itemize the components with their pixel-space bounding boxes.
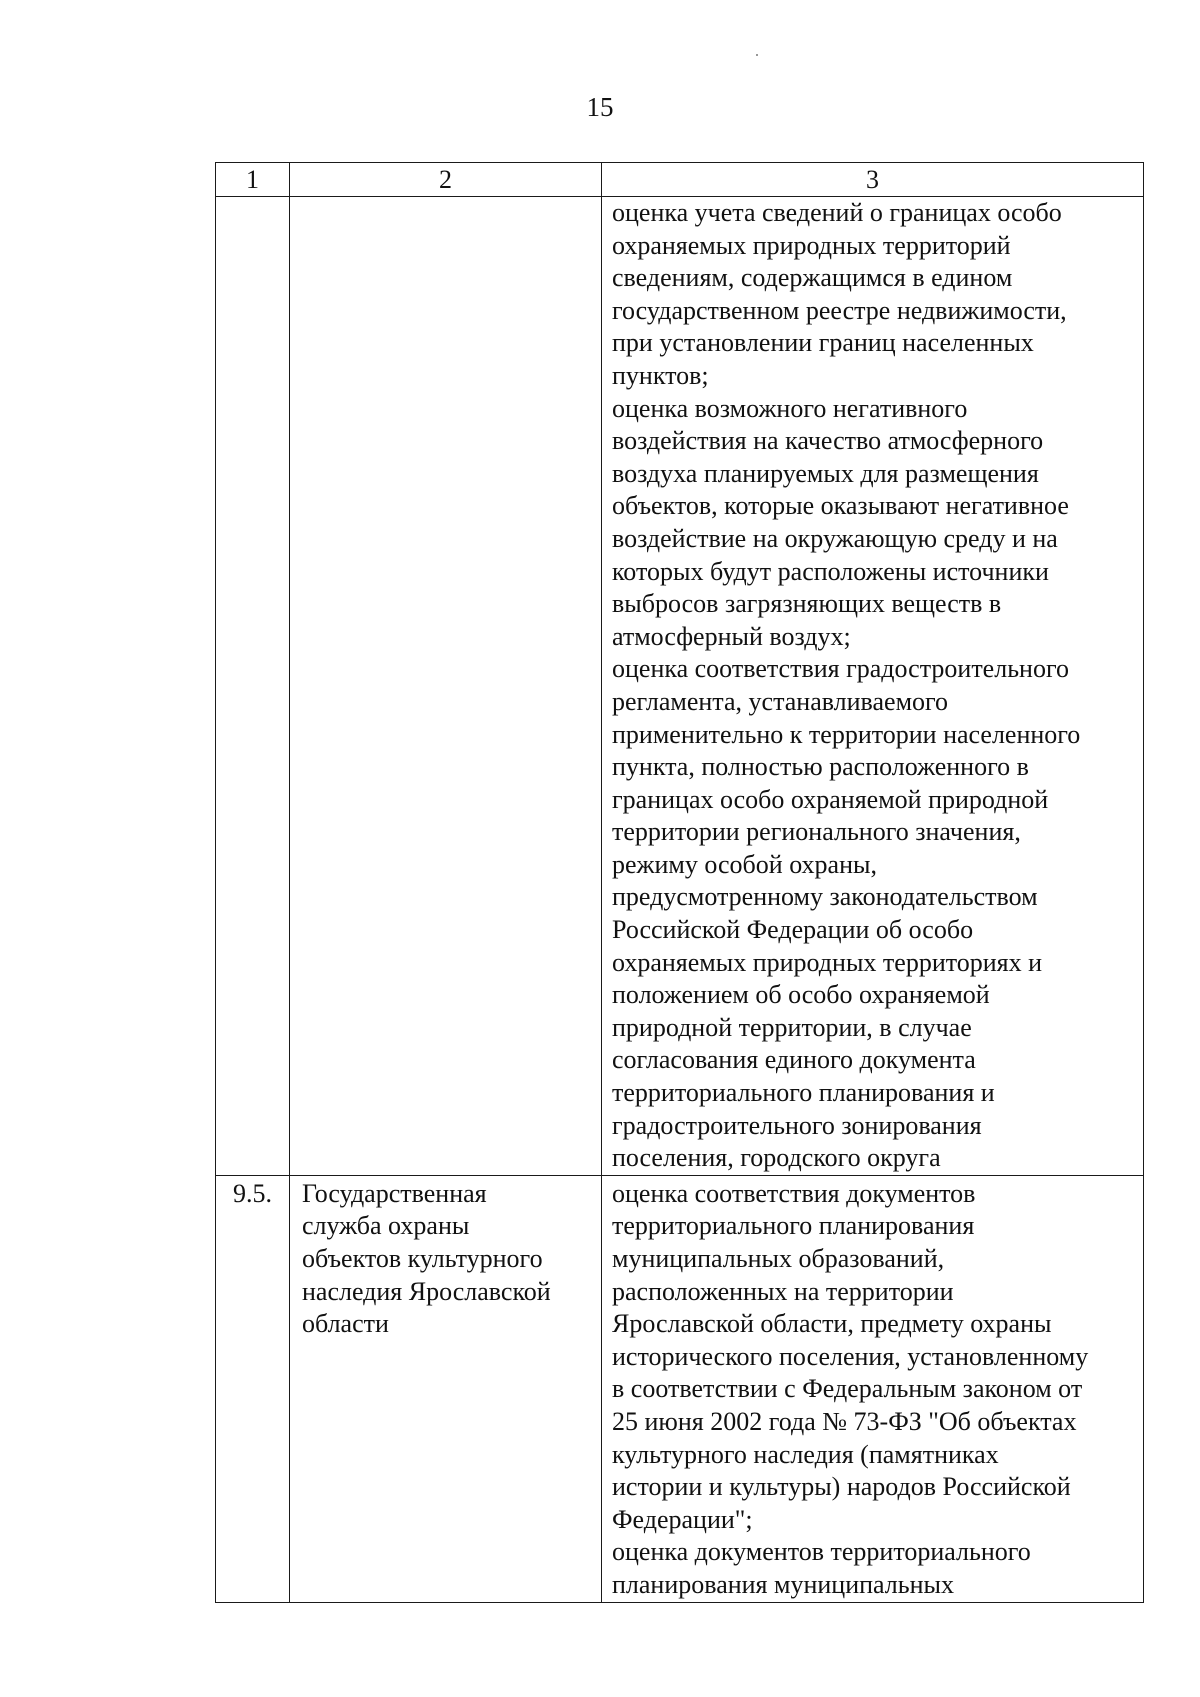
- description-line: природной территории, в случае: [612, 1012, 972, 1042]
- row-number-cell: [216, 197, 290, 1176]
- description-line: государственном реестре недвижимости,: [612, 295, 1067, 325]
- description-line: применительно к территории населенного: [612, 719, 1081, 749]
- description-line: градостроительного зонирования: [612, 1110, 982, 1140]
- description-line: оценка документов территориального: [612, 1537, 1031, 1567]
- column-header-2: 2: [290, 163, 602, 197]
- row-number: 9.5.: [233, 1178, 272, 1208]
- description-line: исторического поселения, установленному: [612, 1341, 1089, 1371]
- description-line: охраняемых природных территориях и: [612, 947, 1043, 977]
- table-row: [216, 197, 1144, 1176]
- column-header-3: 3: [602, 163, 1144, 197]
- organization-line: объектов культурного: [302, 1244, 543, 1273]
- description-line: охраняемых природных территорий: [612, 230, 1011, 260]
- description-line: Ярославской области, предмету охраны: [612, 1309, 1052, 1339]
- description-cell: [602, 1175, 1144, 1602]
- organization-line: наследия Ярославской: [302, 1276, 551, 1306]
- description-line: 25 июня 2002 года № 73-ФЗ "Об объектах: [612, 1406, 1077, 1436]
- table-row: [216, 1175, 1144, 1602]
- description-line: оценка соответствия градостроительного: [612, 654, 1069, 684]
- description-line: положением об особо охраняемой: [612, 980, 990, 1010]
- description-line: в соответствии с Федеральным законом от: [612, 1374, 1083, 1404]
- description-line: пункта, полностью расположенного в: [612, 752, 1029, 782]
- organization-cell: [290, 197, 602, 1176]
- description-line: оценка возможного негативного: [612, 393, 968, 423]
- description-line: муниципальных образований,: [612, 1244, 945, 1273]
- description-line: планирования муниципальных: [612, 1569, 955, 1599]
- description-line: согласования единого документа: [612, 1045, 976, 1075]
- organization-line: служба охраны: [302, 1211, 470, 1241]
- description-line: воздействия на качество атмосферного: [612, 426, 1044, 456]
- description-line: сведениям, содержащимся в едином: [612, 263, 1013, 293]
- document-table: [215, 162, 1144, 1603]
- column-header-1: 1: [216, 163, 290, 197]
- organization-cell: [290, 1175, 602, 1602]
- organization-line: области: [302, 1309, 389, 1339]
- description-line: территории регионального значения,: [612, 817, 1021, 847]
- table-header-row: [216, 163, 1144, 197]
- description-line: оценка учета сведений о границах особо: [612, 198, 1062, 227]
- description-line: атмосферный воздух;: [612, 621, 851, 651]
- description-line: объектов, которые оказывают негативное: [612, 491, 1069, 521]
- description-line: воздействие на окружающую среду и на: [612, 523, 1058, 553]
- description-line: выбросов загрязняющих веществ в: [612, 589, 1002, 619]
- description-line: регламента, устанавливаемого: [612, 686, 949, 716]
- organization-line: Государственная: [302, 1178, 487, 1208]
- row-number-cell: [216, 1175, 290, 1602]
- description-line: которых будут расположены источники: [612, 556, 1049, 586]
- description-line: воздуха планируемых для размещения: [612, 458, 1039, 488]
- description-line: культурного наследия (памятниках: [612, 1439, 999, 1469]
- description-line: предусмотренному законодательством: [612, 882, 1038, 912]
- description-line: режиму особой охраны,: [612, 849, 877, 879]
- description-line: поселения, городского округа: [612, 1143, 941, 1173]
- description-line: оценка соответствия документов: [612, 1178, 976, 1208]
- page-number: 15: [586, 92, 614, 122]
- description-line: Федерации";: [612, 1504, 753, 1534]
- description-line: при установлении границ населенных: [612, 328, 1034, 358]
- scan-artifact: [756, 54, 758, 56]
- description-line: истории и культуры) народов Российской: [612, 1472, 1071, 1502]
- description-line: границах особо охраняемой природной: [612, 784, 1049, 814]
- description-line: Российской Федерации об особо: [612, 915, 974, 945]
- description-cell: [602, 197, 1144, 1176]
- description-line: пунктов;: [612, 360, 709, 390]
- description-line: территориального планирования и: [612, 1078, 995, 1108]
- description-line: территориального планирования: [612, 1211, 975, 1241]
- description-line: расположенных на территории: [612, 1276, 954, 1306]
